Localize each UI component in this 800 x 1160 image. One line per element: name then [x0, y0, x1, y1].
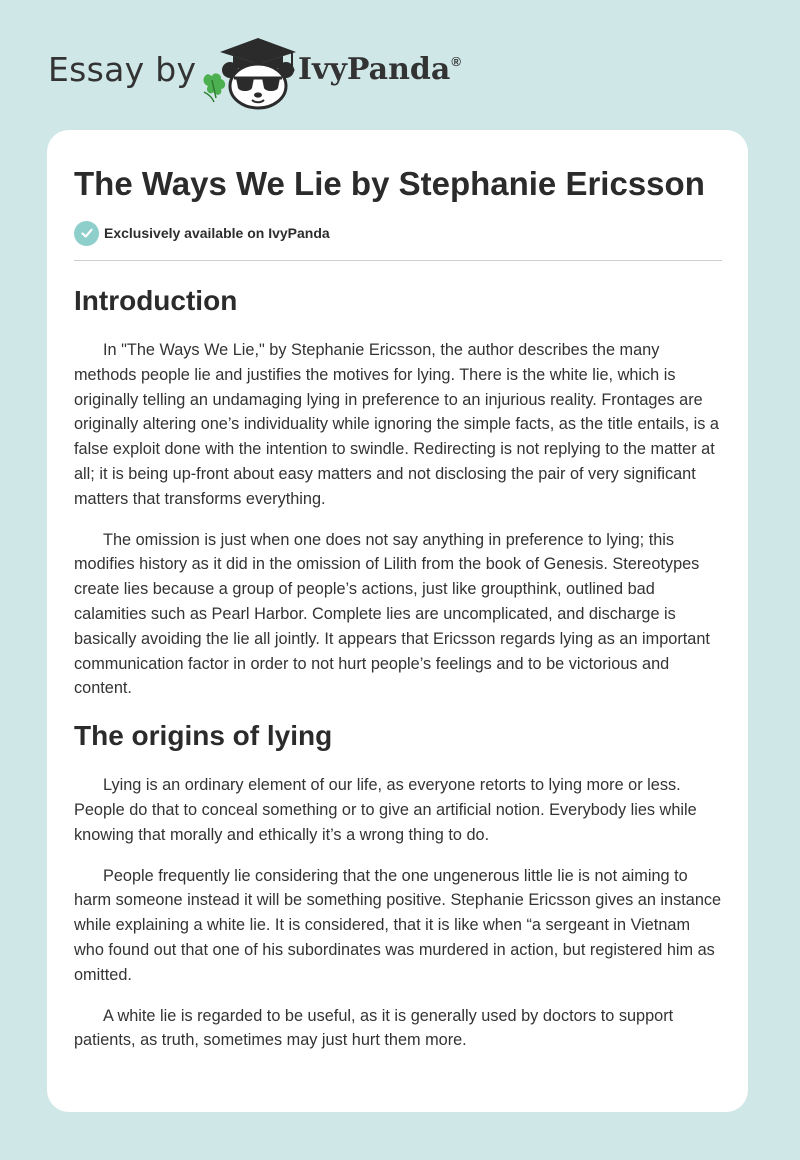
panda-graduate-icon[interactable]	[200, 34, 296, 110]
exclusive-badge-text: Exclusively available on IvyPanda	[104, 225, 330, 241]
paragraph: Lying is an ordinary element of our life, as everyone retorts to lying more or less. People do that to conceal something or to give an artificial notion. Everybody lies while knowing that morally and ethically it’s a wrong thing to do.	[74, 776, 697, 844]
ivy-leaf-icon	[204, 73, 226, 102]
essay-by-label: Essay by	[48, 50, 197, 89]
paragraph: In "The Ways We Lie," by Stephanie Ericsson, the author describes the many methods people lie and justifies the motives for lying. There is the white lie, which is originally telling an undamaging lying in preference to an injurious reality. Frontages are originally altering one’s individuality while ignoring the simple facts, as the title entails, is a false exploit done with the intention to swindle. Redirecting is not replying to the matter at all; it is being up-front about easy matters and not disclosing the pair of very significant matters that transforms everything.	[74, 341, 719, 508]
site-header	[48, 34, 508, 114]
paragraph: A white lie is regarded to be useful, as it is generally used by doctors to support patients, as truth, sometimes may just hurt them more.	[74, 1006, 674, 1050]
exclusive-badge	[74, 220, 722, 246]
brand-name-text: IvyPanda	[298, 52, 451, 87]
section-heading-origins-of-lying: The origins of lying	[74, 720, 333, 752]
section-heading-introduction: Introduction	[74, 285, 238, 316]
check-circle-icon	[74, 221, 99, 246]
paragraph: The omission is just when one does not say anything in preference to lying; this modifies history as it did in the omission of Lilith from the book of Genesis. Stereotypes create lies because a group of people’s actions, just like groupthink, outlined bad calamities such as Pearl Harbor. Complete lies are uncomplicated, and discharge is basically avoiding the lie all jointly. It appears that Ericsson regards lying as an important communication factor in order to not hurt people’s feelings and to be victorious and content.	[74, 530, 710, 698]
ivypanda-wordmark[interactable]	[298, 52, 461, 87]
essay-title: The Ways We Lie by Stephanie Ericsson	[74, 165, 705, 202]
paragraph: People frequently lie considering that the one ungenerous little lie is not aiming to harm someone instead it will be something positive. Stephanie Ericsson gives an instance while explaining a white lie. It is considered, that it is like when “a sergeant in Vietnam who found out that one of his subordinates was murdered in action, but registered him as omitted.	[74, 866, 722, 984]
title-divider	[74, 260, 722, 261]
essay-card	[47, 130, 748, 1112]
registered-mark: ®	[451, 54, 461, 69]
